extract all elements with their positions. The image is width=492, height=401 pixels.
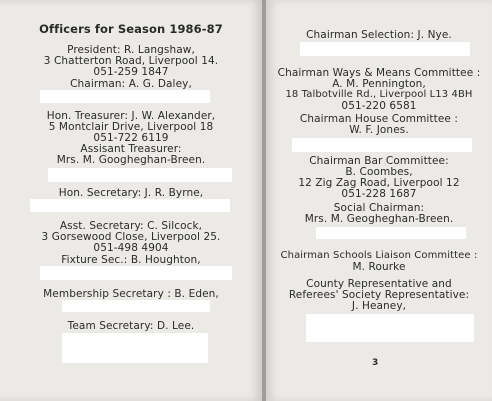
bar-committee-label: Chairman Bar Committee:: [309, 155, 449, 167]
chairman-line: Chairman: A. G. Daley,: [70, 78, 192, 90]
house-committee-label: Chairman House Committee :: [299, 113, 459, 125]
social-chairman-label: Social Chairman:: [333, 202, 425, 214]
asst-secretary-address: 3 Gorsewood Close, Liverpool 25.: [41, 231, 221, 243]
president-line: President: R. Langshaw,: [67, 44, 195, 56]
bar-committee-phone: 051-228 1687: [341, 188, 417, 200]
redaction-block: [30, 199, 230, 212]
redaction-block: [292, 138, 472, 152]
county-rep-label-2: Referees' Society Representative:: [288, 289, 470, 301]
fixture-sec-line: Fixture Sec.: B. Houghton,: [61, 254, 201, 266]
redaction-block: [40, 90, 210, 103]
chairman-selection-line: Chairman Selection: J. Nye.: [306, 29, 452, 41]
assistant-treasurer-name: Mrs. M. Googheghan-Breen.: [56, 154, 206, 166]
treasurer-phone: 051-722 6119: [93, 132, 169, 144]
president-phone: 051-259 1847: [93, 66, 169, 78]
asst-secretary-phone: 051-498 4904: [93, 242, 169, 254]
president-address: 3 Chatterton Road, Liverpool 14.: [43, 55, 219, 67]
schools-liaison-name: M. Rourke: [352, 261, 406, 273]
secretary-line: Hon. Secretary: J. R. Byrne,: [58, 187, 204, 199]
team-secretary-line: Team Secretary: D. Lee.: [67, 320, 195, 332]
ways-means-label: Chairman Ways & Means Committee :: [277, 67, 481, 79]
bar-committee-address: 12 Zig Zag Road, Liverpool 12: [298, 177, 460, 189]
redaction-block: [300, 42, 470, 56]
bar-committee-name: B. Coombes,: [345, 166, 413, 178]
treasurer-address: 5 Montclair Drive, Liverpool 18: [48, 121, 214, 133]
officers-title: Officers for Season 1986-87: [39, 22, 223, 36]
redaction-block: [316, 227, 466, 239]
redaction-block: [48, 168, 232, 182]
membership-secretary-line: Membership Secretary : B. Eden,: [43, 288, 219, 300]
redaction-block: [62, 333, 208, 363]
social-chairman-name: Mrs. M. Geogheghan-Breen.: [304, 213, 454, 225]
schools-liaison-label: Chairman Schools Liaison Committee :: [280, 250, 478, 261]
assistant-treasurer-label: Assisant Treasurer:: [80, 143, 182, 155]
asst-secretary-line: Asst. Secretary: C. Silcock,: [59, 220, 203, 232]
page-number: 3: [372, 358, 379, 368]
county-rep-label: County Representative and: [306, 278, 452, 290]
redaction-block: [40, 266, 232, 280]
house-committee-name: W. F. Jones.: [349, 124, 409, 136]
county-rep-name: J. Heaney,: [351, 300, 407, 312]
ways-means-phone: 051-220 6581: [341, 100, 417, 112]
redaction-block: [306, 314, 474, 342]
redaction-block: [62, 300, 210, 312]
ways-means-address: 18 Talbotville Rd., Liverpool L13 4BH: [285, 89, 473, 100]
treasurer-line: Hon. Treasurer: J. W. Alexander,: [46, 110, 216, 122]
right-page: [266, 0, 492, 401]
ways-means-name: A. M. Pennington,: [332, 78, 426, 90]
